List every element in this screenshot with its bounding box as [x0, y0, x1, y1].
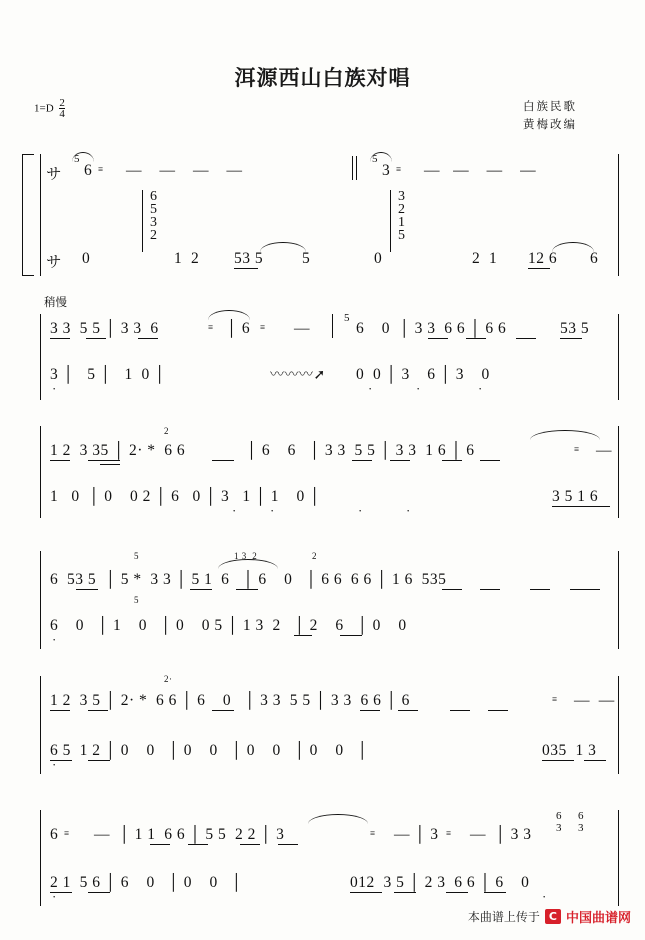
sys5-repeat-mark: 2·	[164, 674, 173, 684]
beam	[398, 710, 418, 711]
beam	[88, 892, 110, 893]
beam	[350, 892, 382, 893]
key-signature-label: 1=D	[34, 102, 54, 115]
sys6-tremolo-c: ≡	[446, 828, 452, 838]
sys4-lower-notation: 6 0 │ 1 0 │ 0 0 5 │ 1 3 2 │ 2 6 │ 0 0	[50, 617, 407, 634]
slur	[308, 814, 368, 824]
sys2-upper-notation: 3 3 5 5 │ 3 3 6	[50, 320, 159, 337]
sys3-upper-notation: 1 2 3 35 │ 2· * 6 6	[50, 442, 186, 459]
system-right-edge	[618, 551, 619, 649]
sys1-dashes-b: — — — —	[424, 162, 537, 179]
octave-dots: ·	[52, 889, 57, 904]
sys4-upper-accid-b: 1 3 2	[234, 551, 258, 561]
beam	[212, 710, 234, 711]
sys1-grace-5b: 5	[372, 153, 378, 165]
beam	[390, 460, 410, 461]
sys5-lower-notation: 6 5 1 2 │ 0 0 │ 0 0 │ 0 0 │ 0 0 │	[50, 742, 369, 759]
sys1-lower-notes-f: 2 1	[472, 250, 498, 267]
beam	[150, 844, 170, 845]
sys3-triplet-mark: 2	[164, 426, 169, 436]
page-title: 洱源西山白族对唱	[234, 66, 411, 90]
sys6-lower-notation-b: 012 3 5 │ 2 3 6 6 │ 6 0	[350, 874, 530, 891]
footer-text: 本曲谱上传于	[467, 910, 540, 924]
sys2-lower-notation-b: 0 0 │ 3 6 │ 3 0	[356, 366, 490, 383]
system-left-edge	[40, 154, 41, 276]
sys4-upper-accid-c: 2	[312, 551, 317, 561]
octave-dots: ·	[270, 503, 275, 518]
beam	[450, 710, 470, 711]
sys3-upper-notation-b: │ 6 6 │ 3 3 5 5 │ 3 3 1 6 │ 6	[246, 442, 475, 459]
sys1-lower-notes-a: 0	[82, 250, 91, 267]
beam	[190, 589, 212, 590]
beam2	[100, 464, 120, 465]
beam	[446, 892, 468, 893]
sys6-upper-notation: 6	[50, 826, 59, 843]
time-signature-numerator: 2	[59, 97, 65, 109]
sys1-grace-5a: 5	[74, 153, 80, 165]
sys3-upper-notation-c: —	[596, 442, 612, 459]
system-left-edge	[40, 314, 41, 400]
barline	[356, 156, 357, 180]
slur	[552, 242, 594, 252]
footer-watermark	[468, 907, 631, 926]
sys1-upper-notation: サ	[46, 166, 63, 183]
sys3-lower-notation: 1 0 │ 0 0 2 │ 6 0 │ 3 1 │ 1 0 │	[50, 488, 321, 505]
beam	[516, 338, 536, 339]
time-signature	[59, 98, 65, 120]
octave-dots: ·	[416, 381, 421, 396]
octave-dots: ·	[52, 381, 57, 396]
beam	[480, 460, 500, 461]
sys1-note-6a: 6	[84, 162, 93, 179]
beam	[542, 760, 574, 761]
beam	[234, 268, 258, 269]
beam	[278, 844, 298, 845]
beam	[552, 506, 610, 507]
beam	[484, 892, 506, 893]
beam	[360, 710, 380, 711]
system-left-edge	[40, 810, 41, 906]
system-left-edge	[40, 551, 41, 649]
beam	[480, 589, 500, 590]
barline	[332, 314, 333, 338]
beam	[428, 338, 448, 339]
sys5-upper-dash: — —	[574, 692, 615, 709]
sys6-chord-stack-b: 6 3	[578, 810, 584, 834]
system-brace	[22, 154, 34, 276]
sys1-lower-notes-g: 12 6	[528, 250, 558, 267]
beam	[528, 268, 550, 269]
system-3	[22, 420, 622, 520]
system-6	[22, 800, 622, 905]
beam	[50, 710, 70, 711]
sys2-upper-notation-c: —	[294, 320, 310, 337]
system-1	[22, 150, 622, 280]
sys2-lower-notation: 3 │ 5 │ 1 0 │	[50, 366, 166, 383]
beam	[50, 338, 70, 339]
sys1-chord-col-1: 6 5 3 2	[150, 189, 158, 243]
beam	[466, 338, 486, 339]
slur	[370, 152, 392, 162]
site-logo-icon: C	[545, 909, 561, 924]
sys3-tremolo: ≡	[574, 444, 580, 454]
slur	[208, 310, 250, 320]
beam	[88, 460, 120, 461]
sys2-upper-notation-d: 6 0 │ 3 3 6 6 │ 6 6	[356, 320, 507, 337]
sys6-tremolo-a: ≡	[64, 828, 70, 838]
beam	[212, 460, 234, 461]
chord-bracket	[390, 190, 391, 252]
system-right-edge	[618, 426, 619, 518]
sys4-upper-notation: 6 53 5 │ 5 * 3 3 │ 5 1 6 │ 6 0 │ 6 6 6 6 │ 1 6 535	[50, 571, 447, 588]
sys6-chord-stack: 6 3	[556, 810, 562, 834]
beam	[138, 338, 158, 339]
octave-dots: ·	[52, 757, 57, 772]
system-4	[22, 545, 622, 650]
system-2	[22, 295, 622, 400]
beam	[294, 635, 312, 636]
sys2-upper-notation-e: 53 5	[560, 320, 590, 337]
beam	[442, 460, 462, 461]
beam	[352, 460, 372, 461]
octave-dots: ·	[478, 381, 483, 396]
tempo-marking: 稍慢	[44, 295, 67, 309]
credits	[523, 98, 577, 134]
slur	[530, 430, 600, 440]
sys1-lower-notes-d: 5	[302, 250, 311, 267]
sys1-tremolo-mark-b: ≡	[396, 164, 402, 174]
system-left-edge	[40, 426, 41, 518]
beam	[442, 589, 462, 590]
beam	[188, 844, 208, 845]
beam	[50, 460, 70, 461]
beam	[584, 760, 606, 761]
sys1-lower-clef: サ	[46, 254, 63, 271]
credit-line-2: 黄梅改编	[523, 116, 577, 131]
sys2-grace: 5	[344, 312, 350, 324]
slur	[72, 152, 94, 162]
beam	[560, 338, 582, 339]
sys2-upper-notation-b: │ 6	[226, 320, 251, 337]
octave-dots: ·	[232, 503, 237, 518]
sys1-lower-notes-c: 53 5	[234, 250, 264, 267]
sys1-lower-notes-b: 1 2	[174, 250, 200, 267]
system-5	[22, 668, 622, 773]
sys5-lower-notation-b: 035 1 3	[542, 742, 597, 759]
sys2-glissando: 〰〰〰➚	[270, 368, 326, 383]
sys2-tremolo-a: ≡	[208, 322, 214, 332]
sys1-lower-notes-e: 0	[374, 250, 383, 267]
system-right-edge	[618, 676, 619, 774]
credit-line-1: 白族民歌	[523, 99, 577, 113]
octave-dots: ·	[406, 503, 411, 518]
sys1-lower-notes-h: 6	[590, 250, 599, 267]
sys3-lower-notation-b: 3 5 1 6	[552, 488, 599, 505]
octave-dots: ·	[542, 889, 547, 904]
sys4-lower-accid: 5	[134, 595, 139, 605]
sys6-tremolo-b: ≡	[370, 828, 376, 838]
beam	[340, 635, 362, 636]
time-signature-denominator: 4	[59, 108, 65, 121]
sys6-upper-notation-d: — │ 3 3	[470, 826, 532, 843]
sys5-upper-notation: 1 2 3 5 │ 2· * 6 6 │ 6 0 │ 3 3 5 5 │ 3 3 6 6 │ 6	[50, 692, 410, 709]
slur	[260, 242, 306, 252]
site-name[interactable]: 中国曲谱网	[565, 911, 631, 926]
beam	[88, 710, 108, 711]
sys1-dashes-a: — — — —	[126, 162, 243, 179]
sys6-lower-notation: 2 1 5 6 │ 6 0 │ 0 0 │	[50, 874, 243, 891]
system-right-edge	[618, 314, 619, 400]
system-right-edge	[618, 154, 619, 276]
slur	[218, 559, 278, 569]
system-right-edge	[618, 810, 619, 906]
beam	[488, 710, 508, 711]
beam	[240, 844, 260, 845]
beam	[236, 589, 258, 590]
octave-dots: ·	[52, 632, 57, 647]
barline	[352, 156, 353, 180]
sys1-chord-col-2: 3 2 1 5	[398, 189, 406, 243]
octave-dots: ·	[368, 381, 373, 396]
sys1-tremolo-mark-a: ≡	[98, 164, 104, 174]
sys1-note-3a: 3	[382, 162, 391, 179]
octave-dots: ·	[358, 503, 363, 518]
beam	[530, 589, 550, 590]
chord-bracket	[142, 190, 143, 252]
beam	[76, 589, 98, 590]
beam	[570, 589, 600, 590]
sys2-tremolo-b: ≡	[260, 322, 266, 332]
sys4-upper-accid: 5	[134, 551, 139, 561]
beam	[88, 760, 110, 761]
sys5-tremolo: ≡	[552, 694, 558, 704]
beam	[394, 892, 416, 893]
key-signature	[34, 98, 65, 120]
system-left-edge	[40, 676, 41, 774]
sys6-upper-notation-c: — │ 3	[394, 826, 439, 843]
beam	[86, 338, 106, 339]
sys6-upper-notation-b: — │ 1 1 6 6 │ 5 5 2 2 │ 3	[94, 826, 285, 843]
